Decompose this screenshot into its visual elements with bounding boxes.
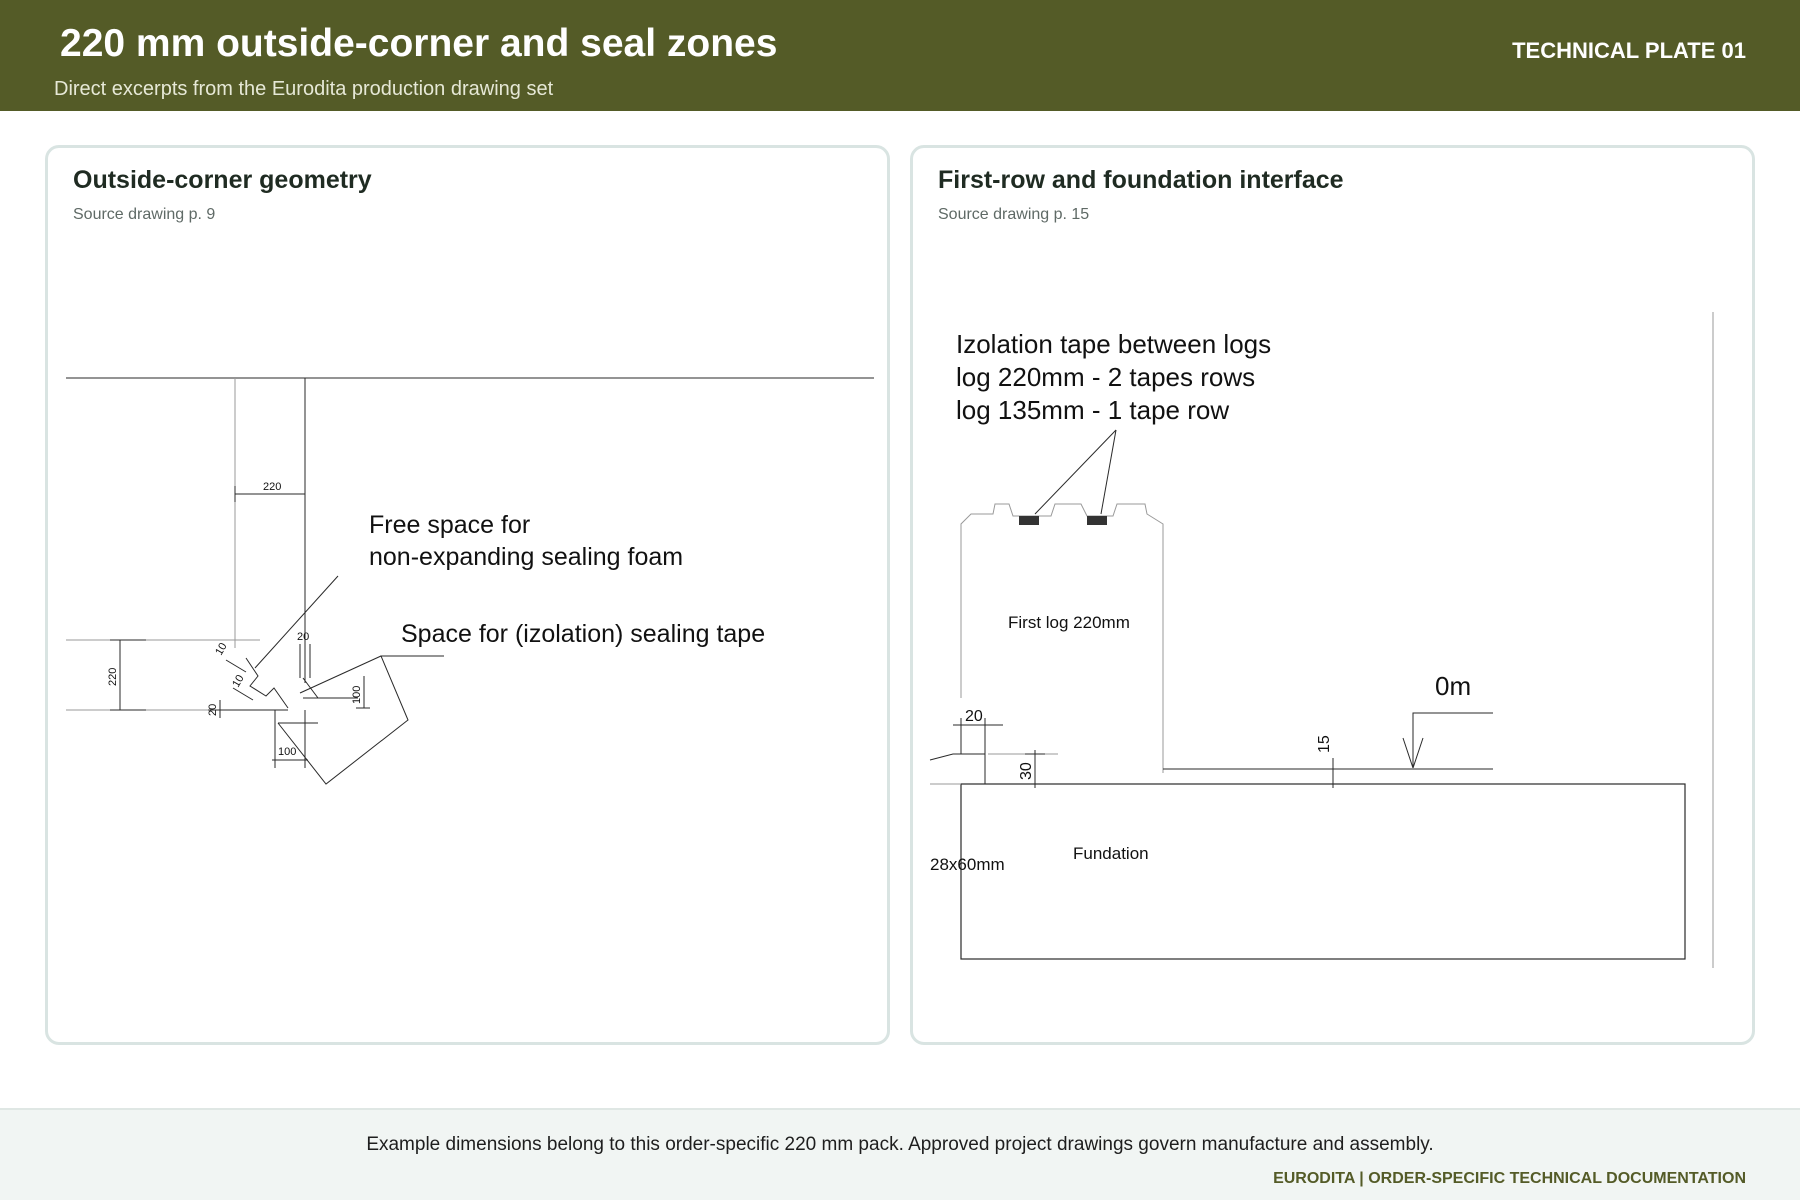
page-subtitle: Direct excerpts from the Eurodita production drawing set xyxy=(54,78,554,100)
page-title: 220 mm outside-corner and seal zones xyxy=(60,22,778,65)
panel-source: Source drawing p. 15 xyxy=(938,206,1090,223)
callout-foam-line1: Free space for xyxy=(369,511,531,539)
page-footer xyxy=(0,1108,1800,1200)
level-marker xyxy=(1403,738,1413,768)
level-label: 0m xyxy=(1435,671,1472,701)
first-log-label: First log 220mm xyxy=(1008,613,1130,632)
footer-brand: EURODITA | ORDER-SPECIFIC TECHNICAL DOCUMENTATION xyxy=(1273,1170,1746,1187)
panel-outside-corner xyxy=(45,145,890,1045)
first-log-outline xyxy=(961,504,1163,773)
dimension-line xyxy=(233,688,253,700)
dim-20-side: 20 xyxy=(207,703,219,716)
tape-line2: log 220mm - 2 tapes rows xyxy=(956,362,1256,392)
foundation-block xyxy=(961,784,1685,959)
panel-title: Outside-corner geometry xyxy=(73,166,372,194)
dim-100-side: 100 xyxy=(351,685,363,704)
dimension-line xyxy=(226,660,246,672)
leader-line xyxy=(1035,430,1116,514)
dim-220-top: 220 xyxy=(263,481,282,493)
page-header xyxy=(0,0,1800,111)
leader-line xyxy=(278,656,444,784)
dim-30: 30 xyxy=(1018,762,1035,780)
dim-20-top: 20 xyxy=(297,631,310,643)
dim-10: 10 xyxy=(213,640,230,658)
callout-tape: Space for (izolation) sealing tape xyxy=(401,620,766,648)
level-marker xyxy=(1413,713,1493,768)
foundation-interface-drawing xyxy=(913,148,1758,1048)
panel-title: First-row and foundation interface xyxy=(938,166,1344,194)
plate-label: TECHNICAL PLATE 01 xyxy=(1512,38,1746,63)
tape-strip xyxy=(1019,516,1039,525)
dim-220-side: 220 xyxy=(107,667,119,686)
batten-label: 28x60mm xyxy=(930,855,1005,874)
footer-note: Example dimensions belong to this order-specific 220 mm pack. Approved project drawings govern manufacture and assembly. xyxy=(366,1134,1434,1155)
callout-foam-line2: non-expanding sealing foam xyxy=(369,543,684,571)
dim-10b: 10 xyxy=(230,672,247,690)
dim-15: 15 xyxy=(1316,735,1333,753)
panel-source: Source drawing p. 9 xyxy=(73,206,216,223)
tape-line3: log 135mm - 1 tape row xyxy=(956,395,1230,425)
leader-line xyxy=(255,576,338,668)
drawing-line xyxy=(246,658,288,708)
leader-line xyxy=(300,656,381,693)
outside-corner-drawing xyxy=(48,148,893,1048)
panel-foundation-interface xyxy=(910,145,1755,1045)
dim-100-bottom: 100 xyxy=(278,746,297,758)
dim-20: 20 xyxy=(965,708,983,725)
drawing-line xyxy=(930,754,985,784)
tape-line1: Izolation tape between logs xyxy=(956,329,1272,359)
tape-strip xyxy=(1087,516,1107,525)
level-marker xyxy=(1413,738,1423,768)
foundation-label: Fundation xyxy=(1073,844,1149,863)
